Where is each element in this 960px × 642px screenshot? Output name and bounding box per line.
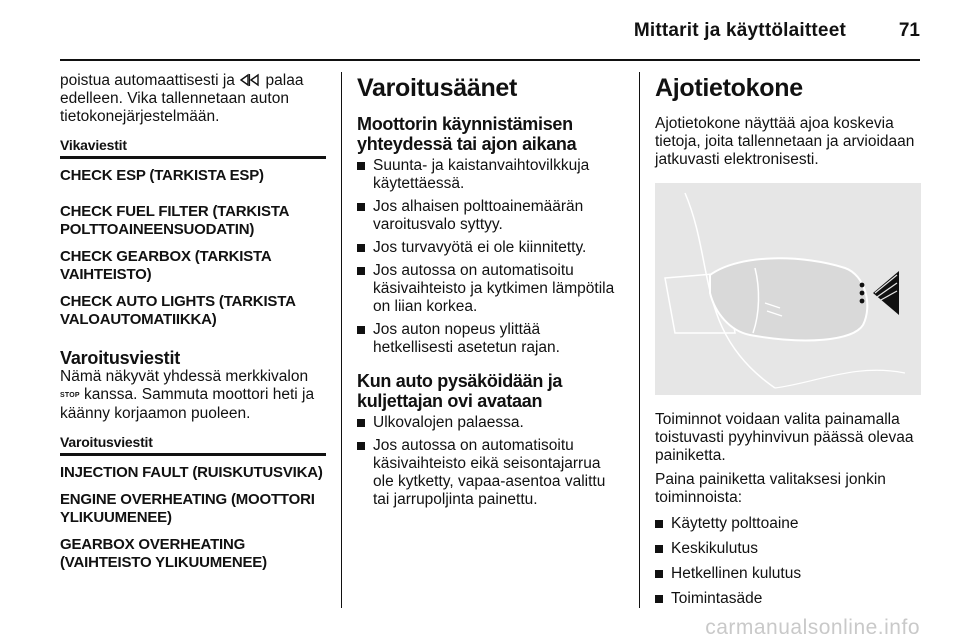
intro-line-2: edelleen. Vika tallennetaan auton	[60, 90, 289, 107]
page-number: 71	[898, 20, 920, 41]
square-bullet-icon	[357, 326, 365, 334]
column-2	[357, 72, 623, 514]
list-item	[357, 437, 623, 509]
intro-line-3: tietokonejärjestelmään.	[60, 108, 220, 125]
list-item-text: Käytetty polttoaine	[671, 515, 799, 532]
warning-table-head: Varoitusviestit	[60, 434, 326, 456]
list-item	[357, 239, 623, 257]
list-item	[655, 565, 921, 583]
list-item	[655, 540, 921, 558]
warning-body	[60, 368, 326, 423]
square-bullet-icon	[655, 595, 663, 603]
column-3	[655, 72, 921, 615]
list-item	[655, 515, 921, 533]
list-item-text: Suunta- ja kaistanvaihtovilkkuja käytettäessä.	[373, 157, 590, 192]
trip-function-list	[655, 515, 921, 608]
list-item-text: Jos alhaisen polttoainemäärän varoitusvalo syttyy.	[373, 198, 584, 233]
header-rule	[60, 59, 920, 61]
warning-message: INJECTION FAULT (RUISKUTUSVIKA)	[60, 464, 323, 481]
list-item-text: Jos autossa on automatisoitu käsivaihteisto ja kytkimen lämpötila on liian korkea.	[373, 262, 615, 315]
wiper-stalk-drawing	[655, 183, 921, 395]
list-item-text: Jos autossa on automatisoitu käsivaihteisto eikä seisontajarrua ole kytketty, vapaa-asentoa valittu tai jarrupoljinta painettu.	[373, 437, 606, 508]
trip-computer-lead: Ajotietokone näyttää ajoa koskevia tietoja, joita tallennetaan ja arvioidaan jatkuvasti elektronisesti.	[655, 115, 915, 168]
list-item	[357, 414, 623, 432]
square-bullet-icon	[357, 267, 365, 275]
fault-table-head: Vikaviestit	[60, 137, 326, 159]
chime-list-driving	[357, 157, 623, 357]
intro-paragraph	[60, 72, 326, 126]
square-bullet-icon	[357, 442, 365, 450]
list-item	[357, 262, 623, 316]
square-bullet-icon	[655, 545, 663, 553]
list-item	[655, 590, 921, 608]
list-item	[357, 321, 623, 357]
intro-line-1: poistua automaattisesti ja	[60, 72, 235, 89]
list-item-text: Jos turvavyötä ei ole kiinnitetty.	[373, 239, 587, 256]
column-1	[60, 72, 326, 572]
warning-body-line-3: käänny korjaamon puoleen.	[60, 405, 251, 422]
column-divider-1	[341, 72, 342, 608]
fault-message: CHECK AUTO LIGHTS (TARKISTA VALOAUTOMATIIKKA)	[60, 293, 296, 328]
warning-body-line-2: kanssa. Sammuta moottori heti ja	[84, 386, 315, 403]
wiper-stalk-illustration	[655, 183, 921, 395]
list-item-text: Hetkellinen kulutus	[671, 565, 802, 582]
press-button-instructions: Paina painiketta valitaksesi jonkin toiminnoista:	[655, 471, 886, 506]
square-bullet-icon	[357, 162, 365, 170]
square-bullet-icon	[357, 244, 365, 252]
running-header: Mittarit ja käyttölaitteet	[633, 20, 846, 41]
fault-message: CHECK FUEL FILTER (TARKISTA POLTTOAINEENSUODATIN)	[60, 203, 289, 238]
selection-instructions: Toiminnot voidaan valita painamalla toistuvasti pyyhinvivun päässä olevaa painiketta.	[655, 411, 914, 464]
square-bullet-icon	[655, 520, 663, 528]
list-item-text: Keskikulutus	[671, 540, 759, 557]
square-bullet-icon	[357, 203, 365, 211]
warning-message: GEARBOX OVERHEATING (VAIHTEISTO YLIKUUMENEE)	[60, 536, 267, 571]
watermark: carmanualsonline.info	[705, 616, 920, 639]
section-title-trip-computer: Ajotietokone	[655, 74, 803, 102]
section-title-warning-chimes: Varoitusäänet	[357, 74, 518, 102]
fault-message: CHECK GEARBOX (TARKISTA VAIHTEISTO)	[60, 248, 271, 283]
list-item-text: Ulkovalojen palaessa.	[373, 414, 524, 431]
column-divider-2	[639, 72, 640, 608]
subsection-heading-engine-start: Moottorin käynnistämisen yhteydessä tai ajon aikana	[357, 114, 577, 154]
list-item-text: Jos auton nopeus ylittää hetkellisesti asetetun rajan.	[373, 321, 560, 356]
intro-line-1-after: palaa	[265, 72, 304, 89]
warning-message: ENGINE OVERHEATING (MOOTTORI YLIKUUMENEE)	[60, 491, 315, 526]
list-item	[357, 157, 623, 193]
stop-symbol-icon: STOP	[60, 392, 80, 399]
list-item-text: Toimintasäde	[671, 590, 763, 607]
subsection-heading-parked: Kun auto pysäköidään ja kuljettajan ovi avataan	[357, 371, 563, 411]
wiper-symbol-icon	[239, 73, 261, 87]
chime-list-parked	[357, 414, 623, 509]
list-item	[357, 198, 623, 234]
warning-heading: Varoitusviestit	[60, 348, 181, 368]
warning-body-line-1: Nämä näkyvät yhdessä merkkivalon	[60, 368, 309, 385]
square-bullet-icon	[357, 419, 365, 427]
fault-message: CHECK ESP (TARKISTA ESP)	[60, 167, 264, 184]
square-bullet-icon	[655, 570, 663, 578]
